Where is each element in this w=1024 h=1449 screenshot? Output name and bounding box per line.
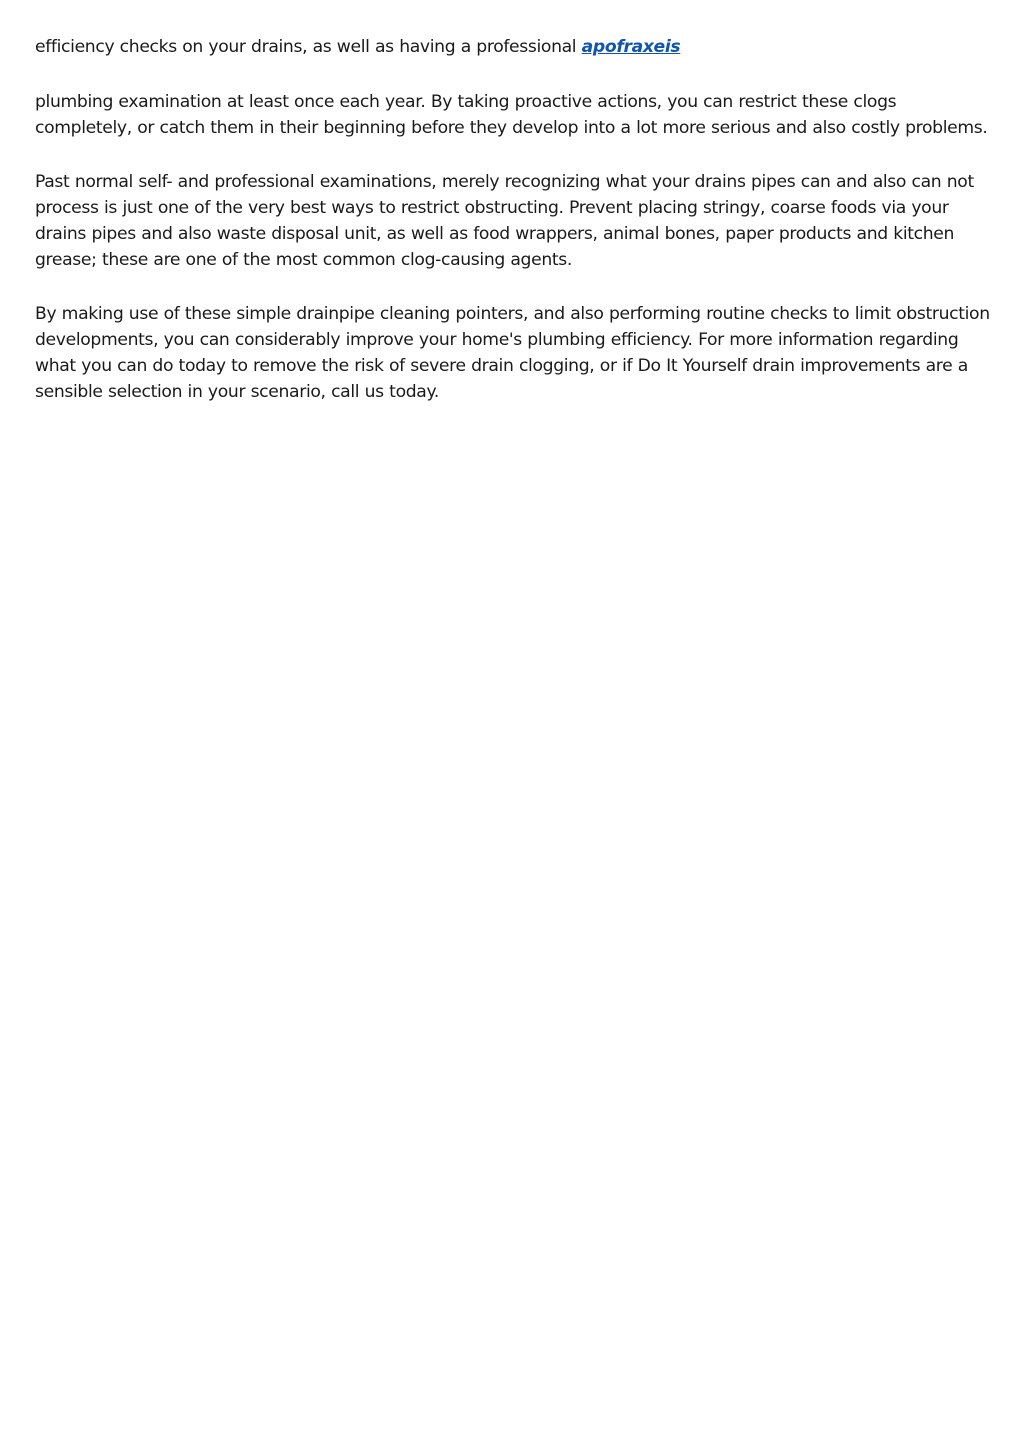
paragraph-prevention: Past normal self- and professional examinations, merely recognizing what your drains pipes can and also can not process is just one of the very best ways to restrict obstructing. Prevent placing stringy, coarse foods via your drains pipes and also waste disposal unit, as well as food wrappers, animal bones, paper products and kitchen grease; these are one of the most common clog-causing agents. <box>35 172 974 270</box>
paragraph-conclusion: By making use of these simple drainpipe cleaning pointers, and also performing routine checks to limit obstruction developments, you can considerably improve your home's plumbing efficiency. For more information regarding what you can do today to remove the risk of severe drain clogging, or if Do It Yourself drain improvements are a sensible selection in your scenario, call us today. <box>35 304 990 402</box>
intro-line <box>35 34 995 60</box>
apofraxeis-link[interactable]: apofraxeis <box>581 37 681 57</box>
paragraph-inspection: plumbing examination at least once each year. By taking proactive actions, you can restrict these clogs completely, or catch them in their beginning before they develop into a lot more serious and also costly problems. <box>35 92 988 138</box>
document-body <box>35 34 995 433</box>
intro-text: efficiency checks on your drains, as well as having a professional <box>35 37 577 57</box>
